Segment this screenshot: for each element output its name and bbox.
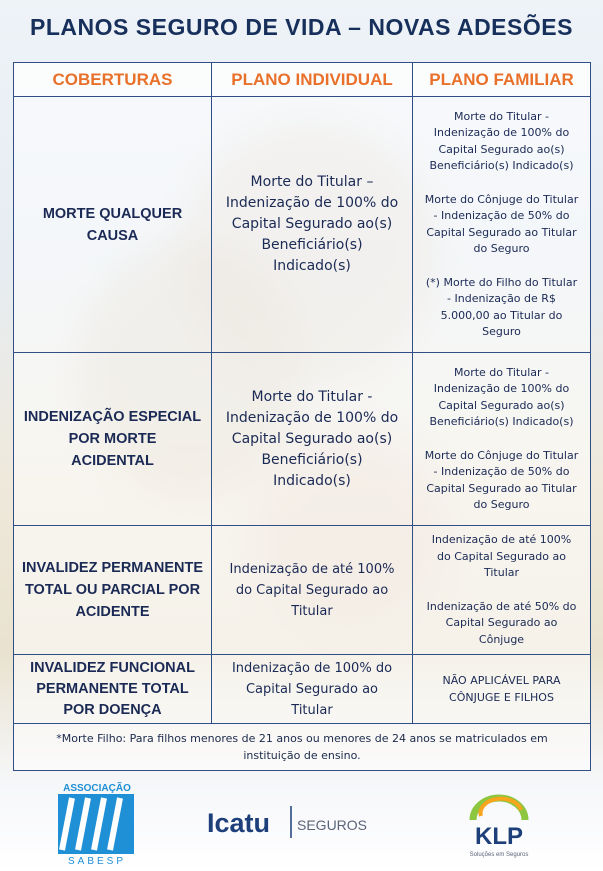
- coverage-line: POR MORTE: [68, 431, 157, 447]
- icatu-seguros-logo: [207, 802, 377, 842]
- klp-tagline-text: Soluções em Seguros: [469, 852, 529, 858]
- associacao-sabesp-mark-icon: [42, 780, 152, 866]
- family-line: do Capital Segurado ao: [437, 549, 566, 563]
- family-line: Capital Segurado ao: [445, 616, 558, 629]
- coverage-line: CAUSA: [86, 227, 139, 244]
- individual-line: Capital Segurado ao(s): [231, 430, 393, 447]
- individual-cell: [212, 526, 413, 655]
- family-line: 5.000,00 ao Titular do: [440, 308, 563, 322]
- family-cell: [413, 353, 591, 526]
- family-line: Morte do Cônjuge do Titular: [424, 448, 579, 462]
- coverage-line: ACIDENTAL: [71, 453, 154, 469]
- assoc-bottom-text: SABESP: [67, 856, 127, 866]
- coverage-line: POR DOENÇA: [63, 701, 162, 718]
- family-line: Cônjuge: [478, 632, 525, 646]
- coverage-line: INDENIZAÇÃO ESPECIAL: [23, 409, 202, 425]
- individual-line: Indicado(s): [273, 258, 351, 274]
- header-plano-individual: PLANO INDIVIDUAL: [212, 63, 413, 97]
- associacao-sabesp-logo: [42, 780, 152, 866]
- family-line: Indenização de até 50% do: [426, 599, 577, 613]
- coverage-cell: [14, 655, 212, 724]
- family-line: Capital Segurado ao(s): [438, 398, 565, 412]
- footnote: [14, 724, 591, 771]
- coverage-cell: [14, 97, 212, 353]
- individual-line: Indenização de 100% do: [231, 660, 393, 676]
- plans-table: [13, 62, 591, 771]
- footnote-row: [14, 724, 591, 771]
- individual-line: Capital Segurado ao: [245, 681, 379, 697]
- table-row: [14, 655, 591, 724]
- coverage-line: PERMANENTE TOTAL: [36, 680, 189, 697]
- family-line: CÔNJUGE E FILHOS: [449, 691, 554, 704]
- table-row: [14, 526, 591, 655]
- klp-name-text: KLP: [475, 823, 523, 850]
- individual-line: Morte do Titular –: [250, 174, 374, 190]
- icatu-name-text: Icatu: [207, 808, 271, 838]
- family-line: Capital Segurado ao(s): [438, 142, 565, 156]
- individual-line: do Capital Segurado ao: [235, 582, 389, 598]
- family-line: NÃO APLICÁVEL PARA: [442, 674, 561, 687]
- family-line: Capital Segurado ao Titular: [426, 225, 577, 239]
- individual-cell: [212, 353, 413, 526]
- family-line: Indenização de 100% do: [433, 126, 570, 139]
- footer-logos: [0, 780, 603, 871]
- footnote-line: instituição de ensino.: [243, 749, 361, 762]
- family-line: Beneficiário(s) Indicado(s): [429, 159, 574, 172]
- individual-cell: [212, 97, 413, 353]
- coverage-line: MORTE QUALQUER: [42, 205, 183, 222]
- icatu-suffix-text: SEGUROS: [297, 817, 368, 833]
- family-line: Indenização de 100% do: [433, 382, 570, 395]
- family-line: Titular: [483, 566, 520, 579]
- individual-line: Morte do Titular -: [251, 388, 373, 405]
- family-cell: [413, 655, 591, 724]
- individual-cell: [212, 655, 413, 724]
- table-row: [14, 97, 591, 353]
- family-line: Morte do Titular -: [453, 365, 550, 379]
- header-coberturas: COBERTURAS: [14, 63, 212, 97]
- table-row: [14, 353, 591, 526]
- coverage-cell: [14, 353, 212, 526]
- family-line: Beneficiário(s) Indicado(s): [429, 415, 574, 428]
- individual-line: Indenização de 100% do: [225, 409, 399, 426]
- coverage-line: TOTAL OU PARCIAL POR: [24, 582, 201, 598]
- table-header-row: [14, 63, 591, 97]
- family-cell: [413, 97, 591, 353]
- family-line: Indenização de até 100%: [431, 533, 572, 546]
- icatu-logo-icon: [207, 802, 377, 842]
- family-line: Capital Segurado ao Titular: [426, 481, 577, 495]
- individual-line: Indenização de até 100%: [229, 561, 395, 577]
- page-title: PLANOS SEGURO DE VIDA – NOVAS ADESÕES: [30, 14, 573, 40]
- klp-logo: [459, 792, 539, 862]
- family-line: Seguro: [482, 325, 521, 338]
- coverage-cell: [14, 526, 212, 655]
- family-line: - Indenização de R$: [447, 292, 556, 305]
- assoc-top-text: ASSOCIAÇÃO: [63, 783, 131, 794]
- coverage-line: INVALIDEZ PERMANENTE: [22, 560, 203, 576]
- individual-line: Capital Segurado ao(s): [231, 216, 393, 232]
- family-line: - Indenização de 50% do: [433, 465, 570, 478]
- individual-line: Beneficiário(s): [261, 451, 363, 468]
- coverage-line: ACIDENTE: [75, 604, 150, 620]
- family-line: do Seguro: [473, 498, 530, 511]
- family-line: do Seguro: [473, 242, 530, 255]
- header-plano-familiar: PLANO FAMILIAR: [413, 63, 591, 97]
- individual-line: Beneficiário(s): [261, 237, 363, 253]
- family-cell: [413, 526, 591, 655]
- klp-mark-icon: [459, 792, 539, 862]
- family-line: - Indenização de 50% do: [433, 209, 570, 222]
- individual-line: Indicado(s): [273, 472, 351, 489]
- family-line: Morte do Titular -: [453, 109, 550, 123]
- individual-line: Titular: [291, 603, 333, 619]
- individual-line: Titular: [291, 702, 333, 718]
- coverage-line: INVALIDEZ FUNCIONAL: [30, 659, 195, 676]
- footnote-line: *Morte Filho: Para filhos menores de 21 anos ou menores de 24 anos se matriculados em: [56, 732, 548, 745]
- family-line: Morte do Cônjuge do Titular: [424, 192, 579, 206]
- family-line: (*) Morte do Filho do Titular: [425, 275, 578, 289]
- individual-line: Indenização de 100% do: [225, 195, 399, 211]
